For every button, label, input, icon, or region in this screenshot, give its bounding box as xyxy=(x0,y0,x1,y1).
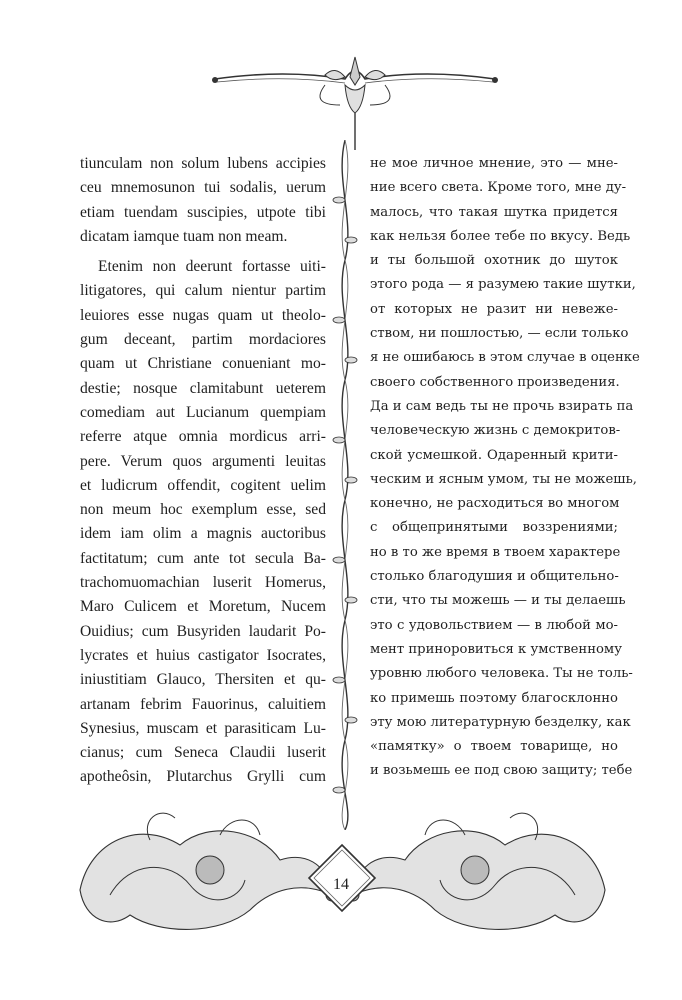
text-line: tiunculam non solum lubens accipies xyxy=(80,155,326,172)
text-line: малось, что такая шутка придется xyxy=(370,204,618,220)
page-number: 14 xyxy=(333,876,349,893)
text-line: etiam tuendam suscipies, utpote tibi xyxy=(80,203,326,221)
text-line: referre atque omnia mordicus arri- xyxy=(80,428,326,446)
text-line: человеческую жизнь с демокритов- xyxy=(370,423,621,439)
text-line: сти, что ты можешь — и ты делаешь xyxy=(370,593,626,609)
text-line: ceu mnemosunon tui sodalis, uerum xyxy=(80,179,326,197)
text-line: своего собственного произведения. xyxy=(370,374,620,390)
text-line: Да и сам ведь ты не прочь взирать па xyxy=(370,398,634,414)
text-line: apotheôsin, Plutarchus Grylli cum xyxy=(80,768,326,786)
text-line: leuiores esse nugas quam ut theolo- xyxy=(80,306,326,324)
text-line: iniustitiam Glauco, Thersiten et qu- xyxy=(80,671,326,689)
text-line: cianus; cum Seneca Claudii luserit xyxy=(80,744,326,762)
text-line: Synesius, muscam et parasiticam Lu- xyxy=(80,719,326,737)
text-line: ством, ни пошлостью, — если только xyxy=(370,326,629,342)
russian-text-column xyxy=(370,152,640,784)
text-line: et ludicrum offendit, cogitent uelim xyxy=(80,476,326,494)
text-line: эту мою литературную безделку, как xyxy=(370,714,631,730)
text-line: trachomuomachian luserit Homerus, xyxy=(80,574,326,592)
text-line: quam ut Christiane conueniant mo- xyxy=(80,355,326,373)
text-line: pere. Verum quos argumenti leuitas xyxy=(80,452,326,470)
text-line: dicatam iamque tuam non meam. xyxy=(80,227,288,245)
text-line: как нельзя более тебе по вкусу. Ведь xyxy=(370,228,631,244)
text-line: не мое личное мнение, это — мне- xyxy=(370,156,618,171)
text-line: уровню любого человека. Ты не толь- xyxy=(370,666,633,682)
text-line: столько благодушия и общительно- xyxy=(370,569,619,585)
text-line: и ты большой охотник до шуток xyxy=(370,253,618,269)
text-line: ко примешь поэтому благосклонно xyxy=(370,690,618,706)
text-line: ческим и ясным умом, ты не можешь, xyxy=(370,471,637,487)
text-line: lycrates et huius castigator Isocrates, xyxy=(80,646,326,664)
text-line: мент приноровиться к умственному xyxy=(370,641,622,657)
top-ornament xyxy=(205,55,505,150)
text-line: конечно, не расходиться во многом xyxy=(370,496,620,512)
text-line: с общепринятыми воззрениями; xyxy=(370,520,618,536)
text-line: но в то же время в твоем характере xyxy=(370,544,621,560)
text-line: gum deceant, partim mordaciores xyxy=(80,331,326,349)
text-line: этого рода — я разумею такие шутки, xyxy=(370,277,636,293)
text-line: litigatores, qui calum nientur partim xyxy=(80,282,326,300)
text-line: artanam febrim Fauorinus, caluitiem xyxy=(80,695,326,713)
bottom-ornament xyxy=(70,800,615,950)
latin-text-column xyxy=(80,152,326,790)
text-line: Etenim non deerunt fortasse uiti- xyxy=(98,258,326,276)
text-line: factitatum; cum ante tot secula Ba- xyxy=(80,549,326,567)
text-line: от которых не разит ни невеже- xyxy=(370,301,618,317)
text-line: idem iam olim a magnis auctoribus xyxy=(80,525,326,543)
text-line: и возьмешь ее под свою защиту; тебе xyxy=(370,763,633,779)
text-line: non meum hoc exemplum esse, sed xyxy=(80,501,326,519)
text-line: Ouidius; cum Busyriden laudarit Po- xyxy=(80,622,326,640)
text-line: я не ошибаюсь в этом случае в оценке xyxy=(370,350,640,366)
text-line: «памятку» о твоем товарище, но xyxy=(370,739,618,755)
text-line: comediam aut Lucianum quempiam xyxy=(80,403,326,421)
vine-divider xyxy=(330,140,360,830)
text-line: ской усмешкой. Одаренный крити- xyxy=(370,447,618,463)
text-line: Maro Culicem et Moretum, Nucem xyxy=(80,598,326,616)
text-line: это с удовольствием — в любой мо- xyxy=(370,617,618,633)
text-line: destie; nosque clamitabunt ueterem xyxy=(80,379,326,397)
text-line: ние всего света. Кроме того, мне ду- xyxy=(370,180,627,196)
